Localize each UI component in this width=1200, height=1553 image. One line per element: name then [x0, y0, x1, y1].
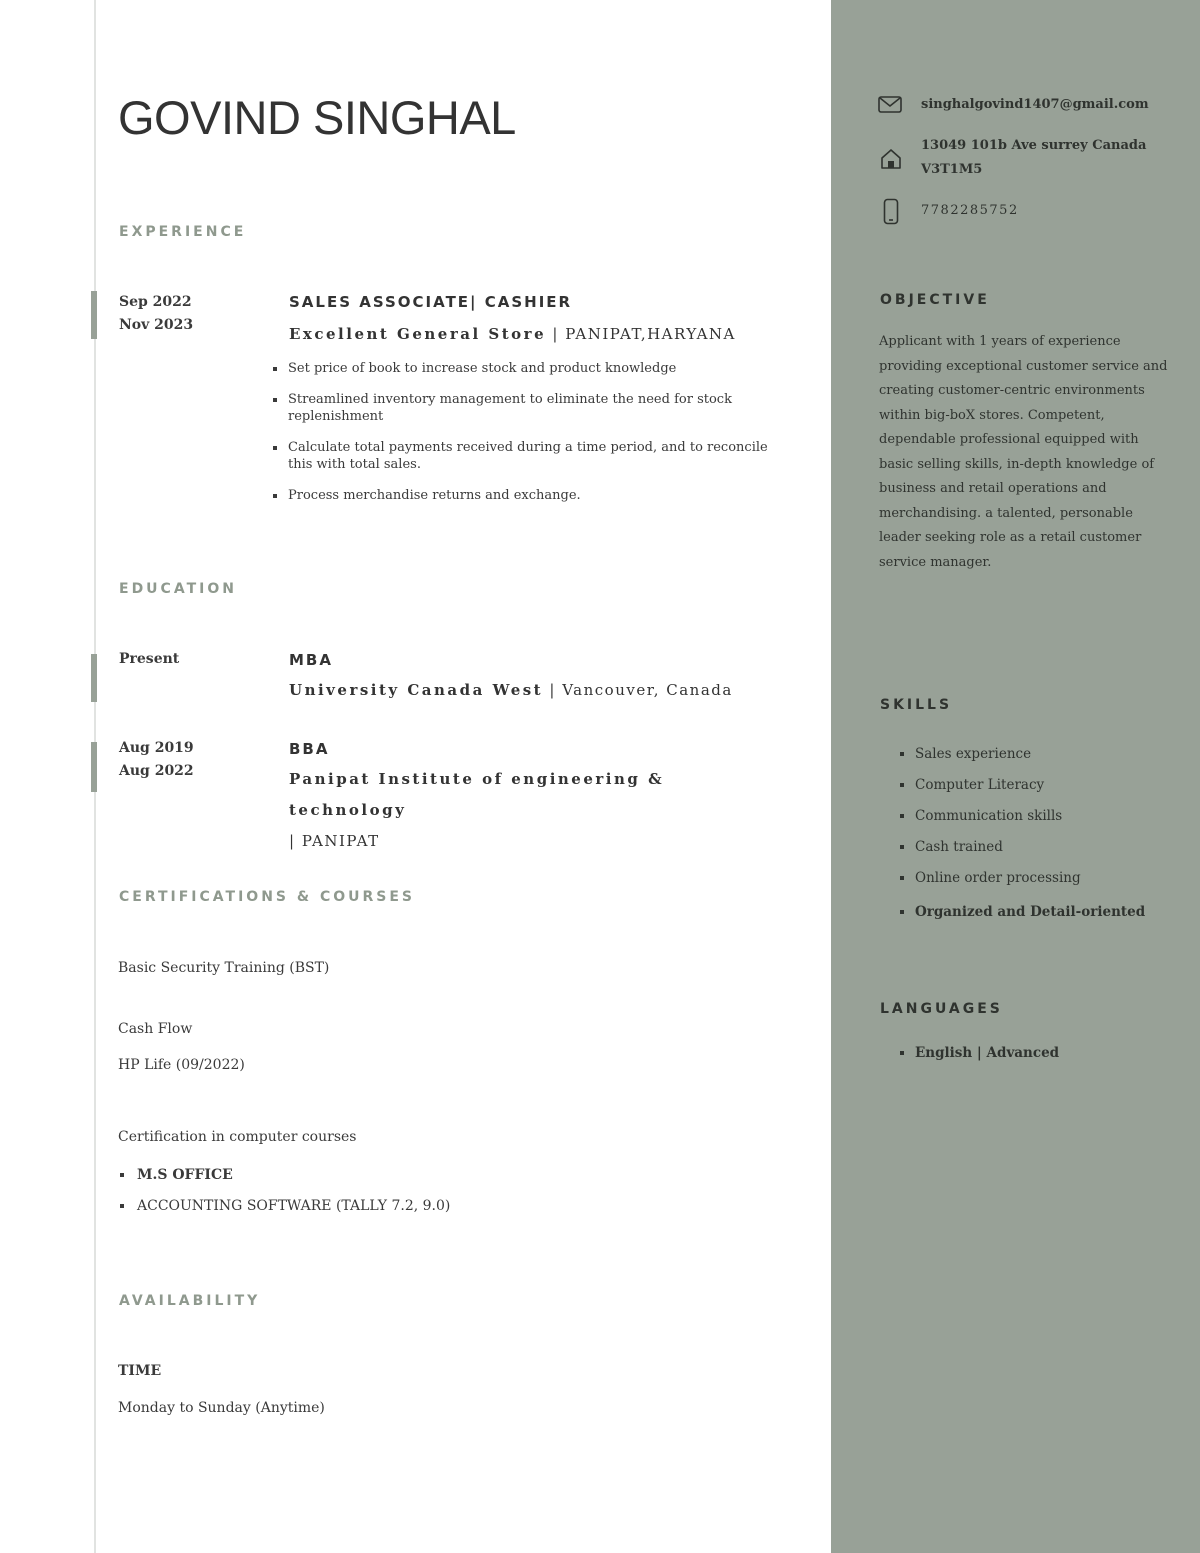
education-heading: EDUCATION: [119, 581, 237, 597]
job-dates: [119, 291, 193, 337]
education-school: Panipat Institute of engineering & technology: [289, 770, 665, 819]
job-bullet: Set price of book to increase stock and product knowledge: [273, 360, 778, 377]
phone-icon: [883, 198, 899, 226]
certifications-heading: CERTIFICATIONS & COURSES: [119, 889, 416, 905]
home-icon: [880, 147, 902, 171]
education-school: University Canada West: [289, 681, 544, 699]
education-dates: [119, 737, 194, 783]
education-accent-bar: [91, 654, 97, 702]
certification-item: Basic Security Training (BST): [118, 960, 330, 976]
job-role: SALES ASSOCIATE| CASHIER: [289, 293, 573, 311]
job-employer: Excellent General Store: [289, 325, 547, 343]
computer-course-item: ACCOUNTING SOFTWARE (TALLY 7.2, 9.0): [120, 1196, 450, 1227]
education-date-end: Aug 2022: [119, 763, 194, 779]
computer-courses-heading: Certification in computer courses: [118, 1129, 357, 1145]
language-name: English: [915, 1045, 973, 1061]
experience-heading: EXPERIENCE: [119, 224, 247, 240]
email-icon: [878, 96, 904, 114]
candidate-name: GOVIND SINGHAL: [118, 91, 516, 144]
education-school-line: [289, 764, 779, 857]
contact-address: [921, 134, 1146, 182]
certification-item: Cash Flow: [118, 1021, 193, 1037]
availability-heading: AVAILABILITY: [119, 1293, 261, 1309]
skill-item: Cash trained: [900, 837, 1145, 868]
education-degree: MBA: [289, 651, 333, 669]
contact-phone[interactable]: 7782285752: [921, 203, 1019, 218]
job-bullets: [273, 360, 778, 518]
job-bullet: Process merchandise returns and exchange.: [273, 487, 778, 504]
address-line-2: V3T1M5: [921, 162, 983, 177]
job-bullet: Streamlined inventory management to eliminate the need for stock replenishment: [273, 391, 778, 425]
skills-heading: SKILLS: [880, 697, 953, 713]
education-location: | PANIPAT: [289, 832, 380, 850]
education-date: Present: [119, 651, 180, 667]
job-date-start: Sep 2022: [119, 294, 192, 310]
objective-text: Applicant with 1 years of experience providing exceptional customer service and creating customer-centric environments within big-boX stores. Competent, dependable professional equipped with basic selling skills, in-depth knowledge of business and retail operations and merchandising. a talented, personable leader seeking role as a retail customer service manager.: [879, 334, 1168, 570]
certification-item: HP Life (09/2022): [118, 1057, 245, 1073]
languages-list: [900, 1043, 1059, 1074]
education-school-line: [289, 681, 733, 699]
contact-email[interactable]: singhalgovind1407@gmail.com: [921, 97, 1149, 112]
address-line-1: 13049 101b Ave surrey Canada: [921, 138, 1147, 153]
skill-item: Online order processing: [900, 868, 1145, 899]
availability-value: Monday to Sunday (Anytime): [118, 1400, 325, 1416]
education-location: | Vancouver, Canada: [543, 681, 733, 699]
job-bullet: Calculate total payments received during a time period, and to reconcile this with total sales.: [273, 439, 778, 473]
objective-heading: OBJECTIVE: [880, 292, 990, 308]
education-accent-bar: [91, 742, 97, 792]
languages-heading: LANGUAGES: [880, 1001, 1003, 1017]
skills-list: [900, 744, 1145, 933]
computer-course-item: M.S OFFICE: [120, 1165, 450, 1196]
skill-item: Communication skills: [900, 806, 1145, 837]
skill-item: Organized and Detail-oriented: [900, 902, 1145, 933]
education-degree: BBA: [289, 740, 330, 758]
job-date-end: Nov 2023: [119, 317, 194, 333]
skill-item: Computer Literacy: [900, 775, 1145, 806]
education-date-start: Aug 2019: [119, 740, 194, 756]
availability-label: TIME: [118, 1363, 162, 1379]
skill-item: Sales experience: [900, 744, 1145, 775]
language-item: English | Advanced: [900, 1043, 1059, 1074]
language-level: Advanced: [986, 1045, 1060, 1061]
job-location: | PANIPAT,HARYANA: [546, 325, 736, 343]
experience-accent-bar: [91, 291, 97, 339]
job-employer-line: [289, 325, 736, 343]
computer-courses-list: [120, 1165, 450, 1227]
